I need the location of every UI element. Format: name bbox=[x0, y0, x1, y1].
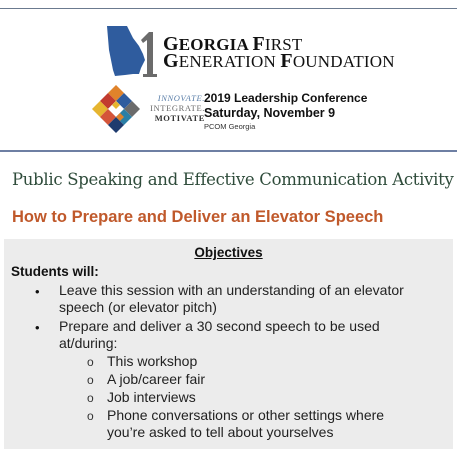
list-item-line: Leave this session with an understanding of an elevator bbox=[59, 282, 404, 298]
top-rule bbox=[0, 8, 457, 9]
foundation-name bbox=[163, 33, 395, 72]
objectives-heading: Objectives bbox=[194, 245, 263, 260]
header-divider bbox=[0, 150, 457, 152]
sub-bullet-marker: o bbox=[87, 409, 94, 423]
tagline-innovate: INNOVATE. bbox=[157, 93, 205, 103]
elevator-speech-heading: How to Prepare and Deliver an Elevator Speech bbox=[12, 208, 384, 226]
list-item bbox=[59, 282, 404, 316]
tagline-integrate: INTEGRATE. bbox=[150, 103, 205, 113]
conference-mosaic-icon bbox=[91, 84, 141, 134]
list-item bbox=[107, 407, 384, 441]
bullet-marker: • bbox=[35, 320, 40, 335]
conference-tagline bbox=[137, 93, 205, 123]
list-item-line: Phone conversations or other settings where bbox=[107, 407, 385, 423]
list-item-line: you’re asked to tell about yourselves bbox=[107, 424, 334, 440]
list-item: Job interviews bbox=[107, 389, 196, 405]
list-item-line: Prepare and deliver a 30 second speech to be used bbox=[59, 318, 380, 334]
list-item-line: at/during: bbox=[59, 335, 118, 351]
list-item bbox=[59, 318, 380, 352]
activity-title: Public Speaking and Effective Communication Activity bbox=[12, 170, 454, 189]
sub-bullet-marker: o bbox=[87, 355, 94, 369]
georgia-state-logo-icon bbox=[103, 24, 163, 80]
sub-bullet-marker: o bbox=[87, 391, 94, 405]
numeral-one-shape bbox=[141, 32, 157, 77]
conference-info bbox=[204, 91, 367, 131]
foundation-name-line2: GENERATION FOUNDATION bbox=[163, 50, 395, 72]
sub-bullet-marker: o bbox=[87, 373, 94, 387]
foundation-name-line1: GEORGIA FIRST bbox=[163, 33, 303, 55]
conference-venue: PCOM Georgia bbox=[204, 122, 256, 131]
conference-title: 2019 Leadership Conference bbox=[204, 91, 368, 105]
bullet-marker: • bbox=[35, 284, 40, 299]
georgia-state-shape bbox=[107, 26, 145, 76]
list-item: A job/career fair bbox=[107, 371, 206, 387]
students-will-label: Students will: bbox=[11, 264, 99, 279]
list-item-line: speech (or elevator pitch) bbox=[59, 299, 217, 315]
tagline-motivate: MOTIVATE bbox=[154, 113, 205, 123]
list-item: This workshop bbox=[107, 353, 198, 369]
conference-date: Saturday, November 9 bbox=[204, 106, 336, 120]
